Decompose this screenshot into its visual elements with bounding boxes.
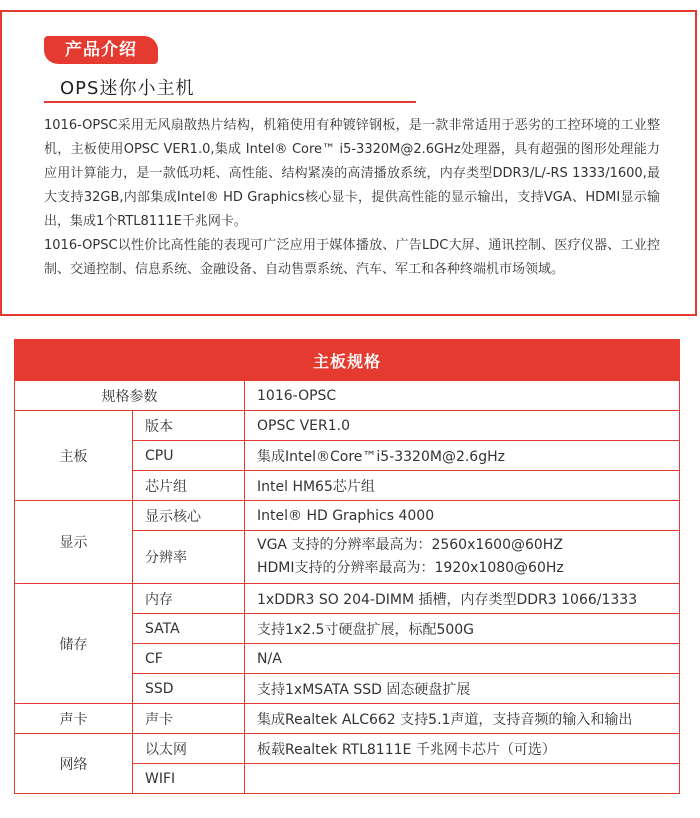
spec-label: 声卡 xyxy=(133,704,245,734)
description-paragraph: 1016-OPSC以性价比高性能的表现可广泛应用于媒体播放、广告LDC大屏、通讯控制、医疗仪器、工业控制、交通控制、信息系统、金融设备、自动售票系统、汽车、军工和各种终端机市场领域。 xyxy=(44,238,660,277)
table-row xyxy=(15,734,680,764)
spec-table-title: 主板规格 xyxy=(15,340,680,381)
spec-value-resolution xyxy=(245,531,680,584)
section-badge: 产品介绍 xyxy=(44,36,158,64)
spec-value xyxy=(245,764,680,794)
spec-value: Intel® HD Graphics 4000 xyxy=(245,501,680,531)
spec-table-header xyxy=(15,340,680,381)
spec-label: WIFI xyxy=(133,764,245,794)
category-display: 显示 xyxy=(15,501,133,584)
param-value: 1016-OPSC xyxy=(245,381,680,411)
resolution-vga: VGA 支持的分辨率最高为：2560x1600@60HZ xyxy=(257,537,563,553)
spec-label: 以太网 xyxy=(133,734,245,764)
spec-value: N/A xyxy=(245,644,680,674)
table-row xyxy=(15,381,680,411)
spec-value: 集成Intel®Core™i5-3320M@2.6gHz xyxy=(245,441,680,471)
title-divider xyxy=(44,101,416,103)
spec-value: 板载Realtek RTL8111E 千兆网卡芯片（可选） xyxy=(245,734,680,764)
table-row xyxy=(15,584,680,614)
spec-label: 分辨率 xyxy=(133,531,245,584)
param-label: 规格参数 xyxy=(15,381,245,411)
spec-label: 芯片组 xyxy=(133,471,245,501)
spec-label: SSD xyxy=(133,674,245,704)
table-row xyxy=(15,411,680,441)
spec-value: Intel HM65芯片组 xyxy=(245,471,680,501)
spec-value: 集成Realtek ALC662 支持5.1声道，支持音频的输入和输出 xyxy=(245,704,680,734)
resolution-hdmi: HDMI支持的分辨率最高为：1920x1080@60Hz xyxy=(257,560,564,576)
spec-table xyxy=(14,339,680,794)
category-storage: 储存 xyxy=(15,584,133,704)
description-paragraph: 1016-OPSC采用无风扇散热片结构，机箱使用有种镀锌钢板，是一款非常适用于恶劣的工控环境的工业整机，主板使用OPSC VER1.0,集成 Intel® Core™ i5-3320M@2.6GHz处理器，具有超强的图形处理能力应用计算能力，是一款低功耗、高性能、结构紧凑的高清播放系统，内存类型DDR3/L/-RS 1333/1600,最大支持32GB,内部集成Intel® HD Graphics核心显卡，提供高性能的显示输出，支持VGA、HDMI显示输出，集成1个RTL8111E千兆网卡。 xyxy=(44,118,660,229)
spec-label: CF xyxy=(133,644,245,674)
table-row xyxy=(15,704,680,734)
category-audio: 声卡 xyxy=(15,704,133,734)
spec-label: 内存 xyxy=(133,584,245,614)
spec-label: 显示核心 xyxy=(133,501,245,531)
spec-value: 支持1x2.5寸硬盘扩展，标配500G xyxy=(245,614,680,644)
spec-label: SATA xyxy=(133,614,245,644)
spec-value: 1xDDR3 SO 204-DIMM 插槽，内存类型DDR3 1066/1333 xyxy=(245,584,680,614)
spec-value: 支持1xMSATA SSD 固态硬盘扩展 xyxy=(245,674,680,704)
category-network: 网络 xyxy=(15,734,133,794)
spec-value: OPSC VER1.0 xyxy=(245,411,680,441)
category-mainboard: 主板 xyxy=(15,411,133,501)
product-title: OPS迷你小主机 xyxy=(60,78,195,99)
spec-label: 版本 xyxy=(133,411,245,441)
spec-label: CPU xyxy=(133,441,245,471)
table-row xyxy=(15,501,680,531)
product-description xyxy=(44,114,660,282)
